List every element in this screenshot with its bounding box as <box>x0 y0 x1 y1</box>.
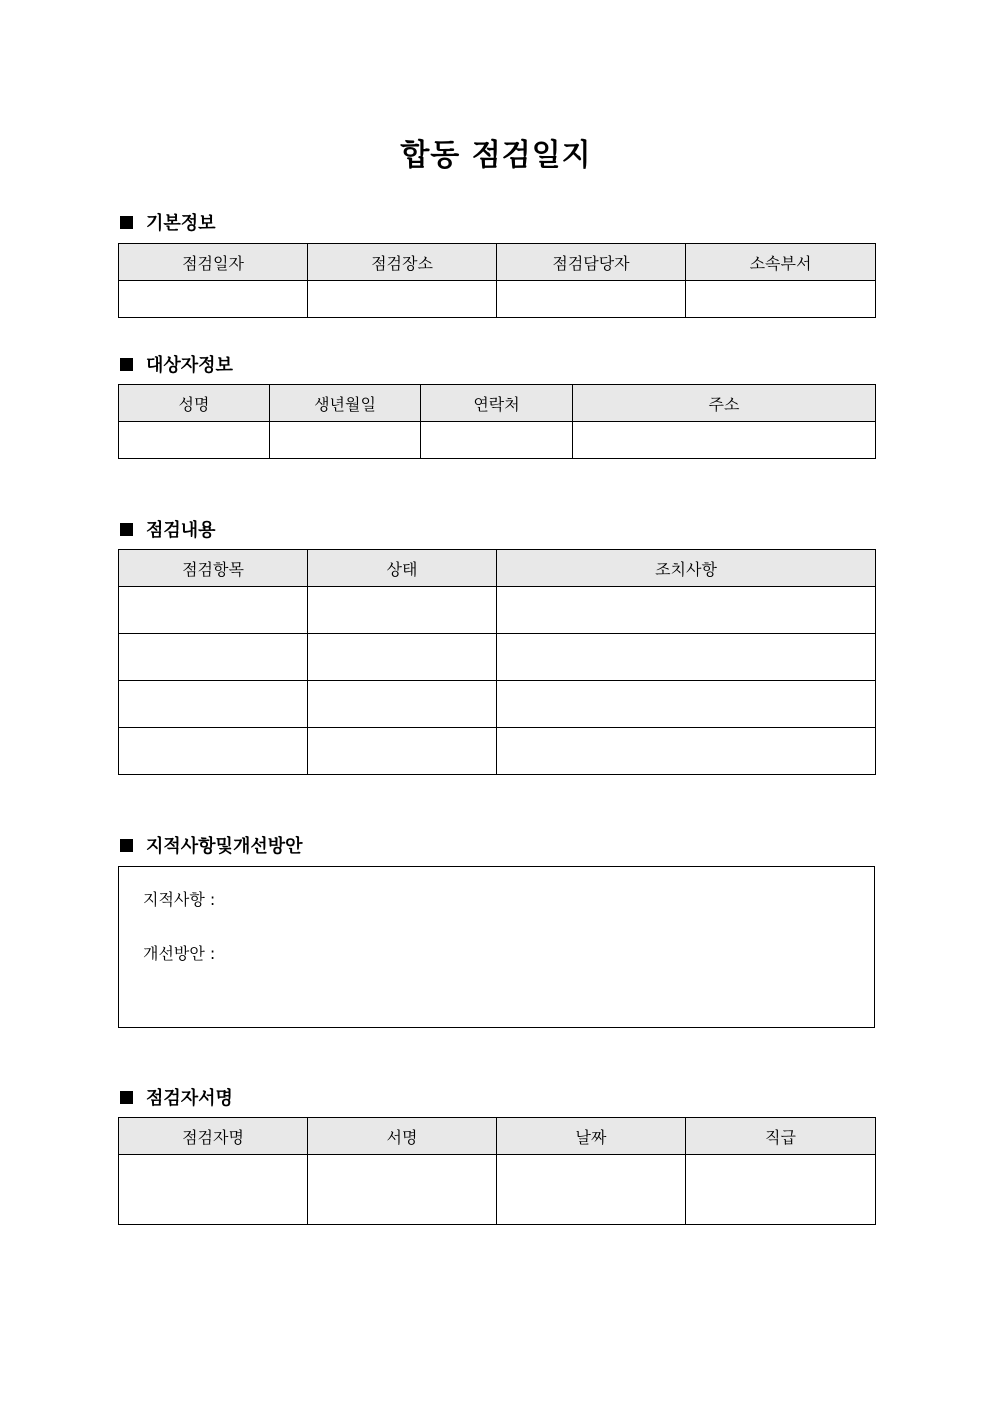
header-name: 성명 <box>119 385 270 422</box>
section-heading-label: 기본정보 <box>146 213 216 234</box>
header-department: 소속부서 <box>686 244 876 281</box>
section-heading-basic-info <box>120 210 216 234</box>
basic-info-table <box>118 243 876 318</box>
section-heading-label: 지적사항및개선방안 <box>146 836 303 857</box>
status-field[interactable] <box>308 587 497 634</box>
square-bullet-icon <box>120 1091 133 1104</box>
table-row <box>119 281 876 318</box>
header-inspection-place: 점검장소 <box>308 244 497 281</box>
square-bullet-icon <box>120 523 133 536</box>
table-row <box>119 634 876 681</box>
inspection-item-field[interactable] <box>119 634 308 681</box>
table-header-row <box>119 244 876 281</box>
action-taken-field[interactable] <box>497 634 876 681</box>
section-heading-inspection-content <box>120 517 216 541</box>
header-contact: 연락처 <box>421 385 573 422</box>
table-header-row <box>119 385 876 422</box>
inspection-place-field[interactable] <box>308 281 497 318</box>
document-title: 합동 점검일지 <box>400 138 592 173</box>
header-status: 상태 <box>308 550 497 587</box>
table-row <box>119 422 876 459</box>
inspection-item-field[interactable] <box>119 728 308 775</box>
square-bullet-icon <box>120 358 133 371</box>
inspector-in-charge-field[interactable] <box>497 281 686 318</box>
status-field[interactable] <box>308 681 497 728</box>
name-field[interactable] <box>119 422 270 459</box>
signature-field[interactable] <box>308 1155 497 1225</box>
action-taken-field[interactable] <box>497 681 876 728</box>
header-action-taken: 조치사항 <box>497 550 876 587</box>
header-birth-date: 생년월일 <box>270 385 421 422</box>
status-field[interactable] <box>308 728 497 775</box>
section-heading-label: 점검자서명 <box>146 1088 233 1109</box>
header-inspection-item: 점검항목 <box>119 550 308 587</box>
header-signature: 서명 <box>308 1118 497 1155</box>
improvement-label: 개선방안 : <box>143 944 216 963</box>
subject-info-table <box>118 384 876 459</box>
table-row <box>119 728 876 775</box>
remarks-box[interactable] <box>118 866 875 1028</box>
table-row <box>119 587 876 634</box>
inspector-name-field[interactable] <box>119 1155 308 1225</box>
inspection-item-field[interactable] <box>119 587 308 634</box>
section-heading-label: 점검내용 <box>146 520 216 541</box>
status-field[interactable] <box>308 634 497 681</box>
birth-date-field[interactable] <box>270 422 421 459</box>
contact-field[interactable] <box>421 422 573 459</box>
square-bullet-icon <box>120 216 133 229</box>
header-address: 주소 <box>573 385 876 422</box>
signature-table <box>118 1117 876 1225</box>
inspection-content-table <box>118 549 876 775</box>
table-header-row <box>119 550 876 587</box>
department-field[interactable] <box>686 281 876 318</box>
action-taken-field[interactable] <box>497 728 876 775</box>
date-field[interactable] <box>497 1155 686 1225</box>
header-inspector-in-charge: 점검담당자 <box>497 244 686 281</box>
table-header-row <box>119 1118 876 1155</box>
address-field[interactable] <box>573 422 876 459</box>
action-taken-field[interactable] <box>497 587 876 634</box>
issues-label: 지적사항 : <box>143 890 216 909</box>
inspection-date-field[interactable] <box>119 281 308 318</box>
header-position: 직급 <box>686 1118 876 1155</box>
square-bullet-icon <box>120 839 133 852</box>
section-heading-remarks <box>120 833 303 857</box>
position-field[interactable] <box>686 1155 876 1225</box>
header-inspection-date: 점검일자 <box>119 244 308 281</box>
section-heading-subject-info <box>120 352 233 376</box>
table-row <box>119 681 876 728</box>
section-heading-label: 대상자정보 <box>146 355 233 376</box>
header-date: 날짜 <box>497 1118 686 1155</box>
header-inspector-name: 점검자명 <box>119 1118 308 1155</box>
section-heading-signature <box>120 1085 233 1109</box>
table-row <box>119 1155 876 1225</box>
inspection-item-field[interactable] <box>119 681 308 728</box>
